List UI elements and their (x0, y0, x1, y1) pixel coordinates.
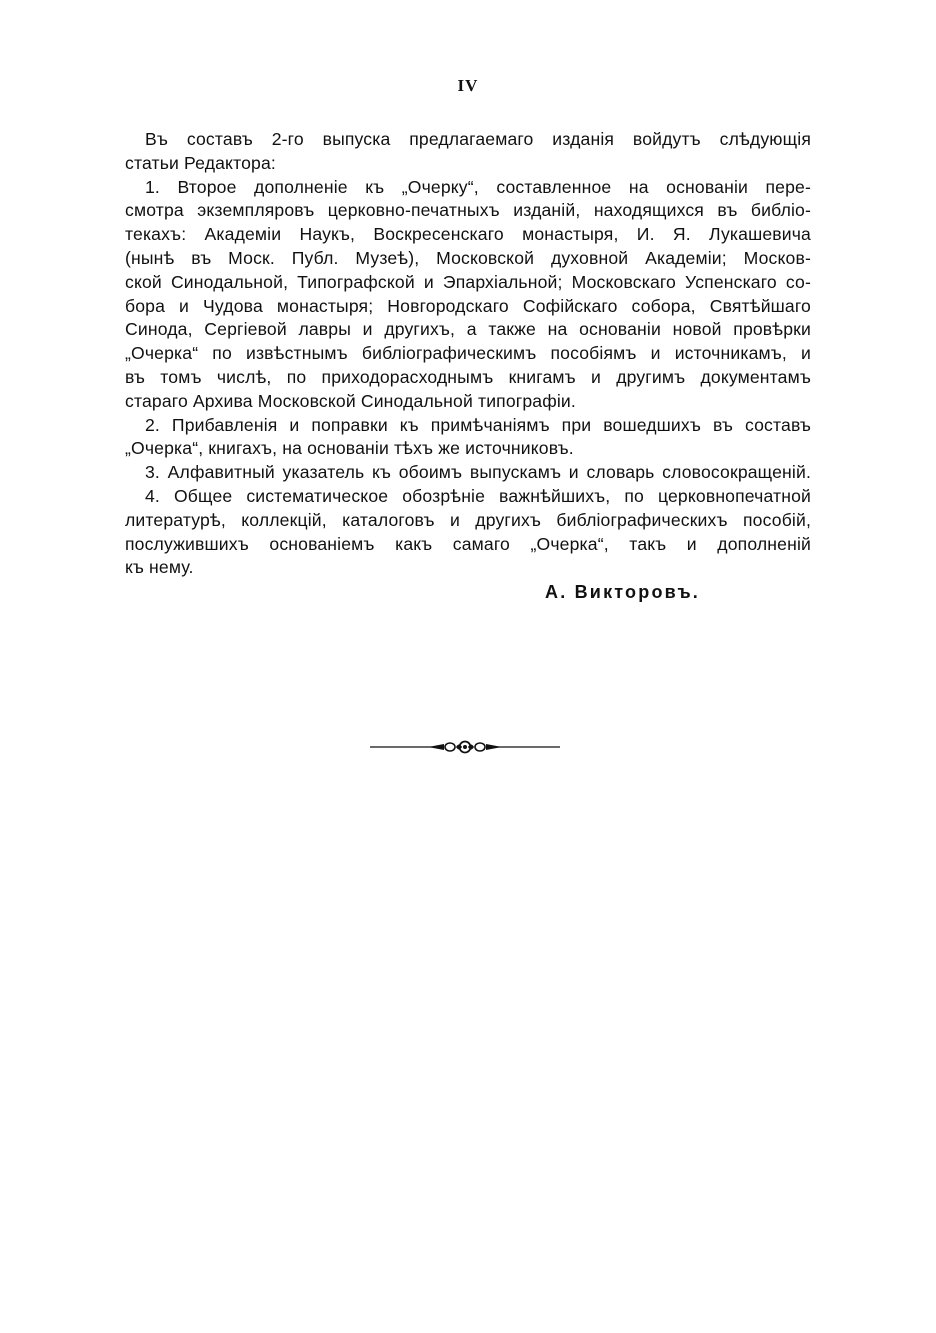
text-line: Въ составъ 2-го выпуска предлагаемаго изданія войдутъ слѣдующія (145, 129, 811, 149)
text-line: 3. Алфавитный указатель къ обоимъ выпускамъ и словарь словосокращеній. (145, 462, 811, 483)
text-line: 2. Прибавленія и поправки къ примѣчаніямъ при вошедшихъ въ составъ (145, 414, 811, 435)
fleuron-divider-icon (370, 738, 560, 756)
page-number: IV (457, 76, 479, 95)
list-item-4 (125, 485, 811, 580)
body-text (125, 128, 811, 580)
text-line: 4. Общее систематическое обозрѣніе важнѣйшихъ, по церковнопечатной (145, 485, 811, 506)
text-line: бора и Чудова монастыря; Новгородскаго Софійскаго собора, Святѣйшаго (125, 295, 811, 316)
text-line: Синода, Сергіевой лавры и другихъ, а также на основаніи новой провѣрки (125, 319, 811, 340)
text-line: „Очерка“ по извѣстнымъ библіографическимъ пособіямъ и источникамъ, и (125, 343, 811, 364)
text-line: 1. Второе дополненіе къ „Очерку“, составленное на основаніи пере- (145, 176, 811, 197)
text-line: (нынѣ въ Моск. Публ. Музеѣ), Московской духовной Академіи; Москов- (125, 247, 811, 268)
text-line: статьи Редактора: (125, 152, 276, 173)
intro-paragraph (125, 128, 811, 176)
text-line: „Очерка“, книгахъ, на основаніи тѣхъ же источниковъ. (125, 438, 574, 459)
text-line: послужившихъ основаніемъ какъ самаго „Очерка“, такъ и дополненій (125, 533, 811, 554)
author-signature: А. Викторовъ. (545, 582, 700, 602)
text-line: текахъ: Академіи Наукъ, Воскресенскаго монастыря, И. Я. Лукашевича (125, 224, 811, 245)
text-line: въ томъ числѣ, по приходорасходнымъ книгамъ и другимъ документамъ (125, 366, 811, 387)
text-line: литературѣ, коллекцій, каталоговъ и другихъ библіографическихъ пособій, (125, 509, 811, 530)
list-item-3 (125, 461, 811, 485)
list-item-2 (125, 414, 811, 462)
list-item-1 (125, 176, 811, 414)
text-line: смотра экземпляровъ церковно-печатныхъ изданій, находящихся въ библіо- (125, 200, 811, 221)
text-line: къ нему. (125, 557, 194, 578)
text-line: ской Синодальной, Типографской и Эпархіальной; Московскаго Успенскаго со- (125, 271, 811, 292)
text-line: стараго Архива Московской Синодальной типографіи. (125, 390, 576, 411)
